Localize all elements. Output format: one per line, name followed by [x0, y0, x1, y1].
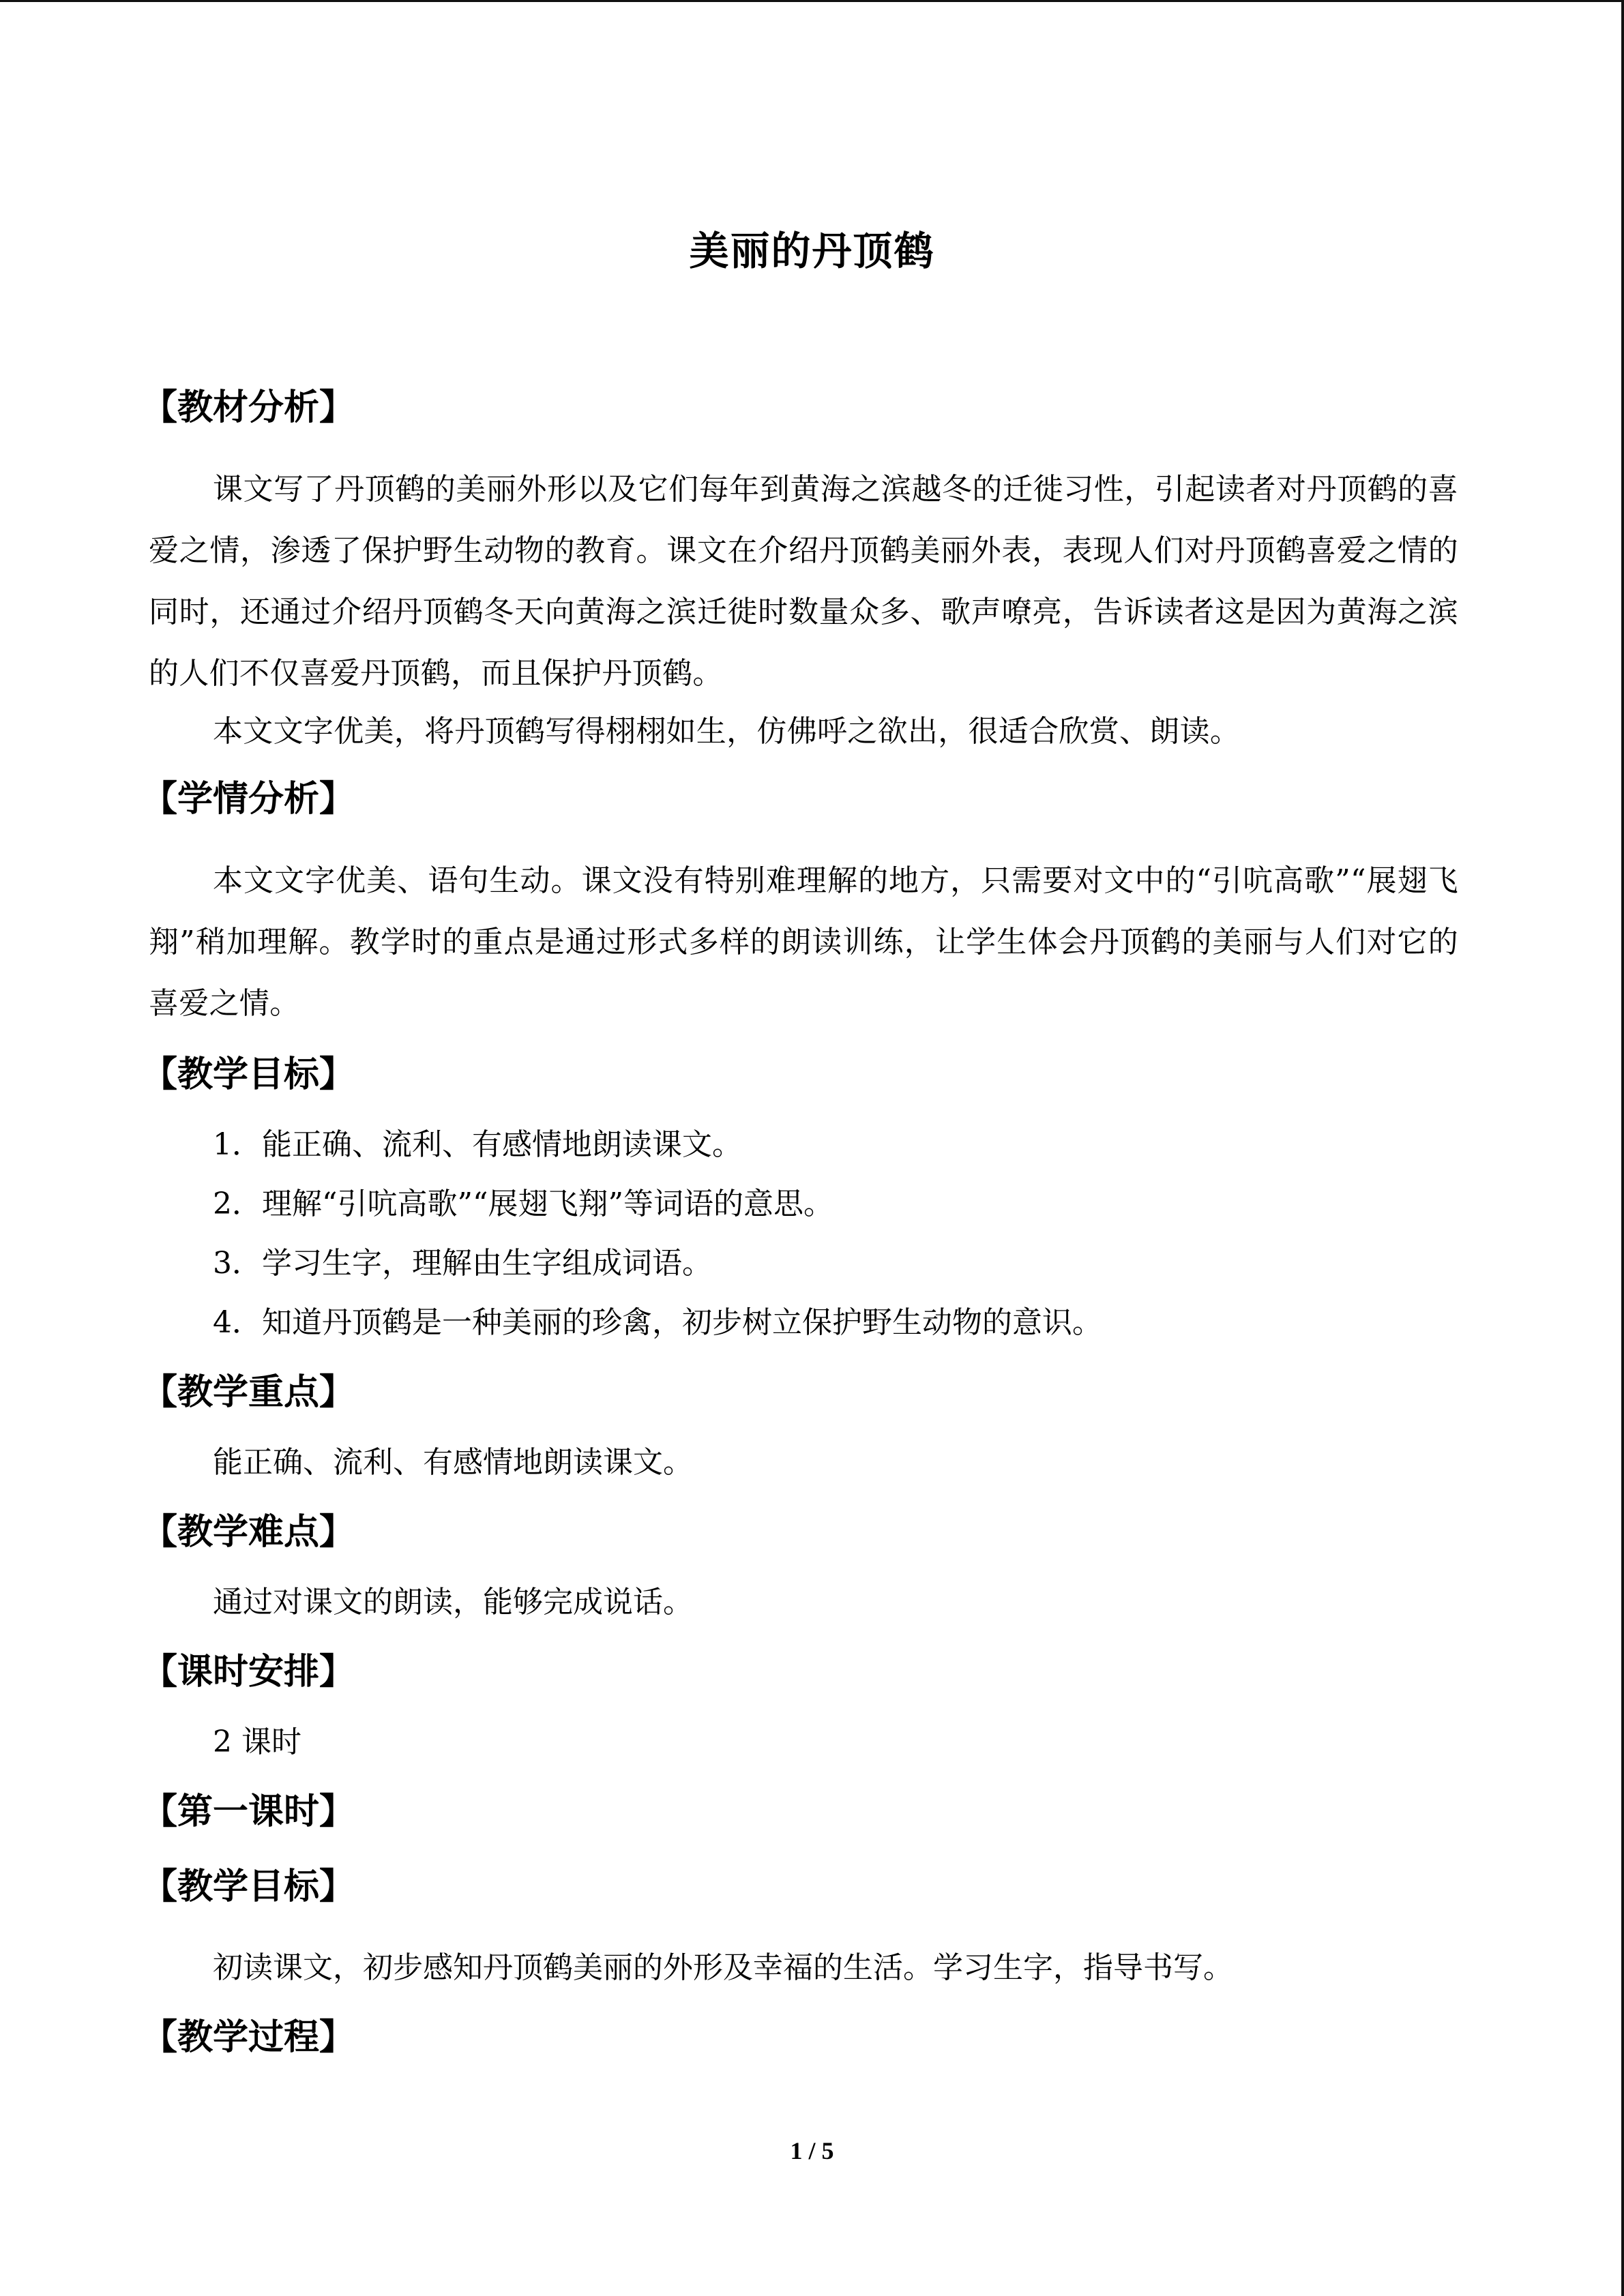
paragraph-material-analysis-1: 课文写了丹顶鹤的美丽外形以及它们每年到黄海之滨越冬的迁徙习性，引起读者对丹顶鹤的喜爱之情，渗透了保护野生动物的教育。课文在介绍丹顶鹤美丽外表，表现人们对丹顶鹤喜爱之情的同时，还通过介绍丹顶鹤冬天向黄海之滨迁徙时数量众多、歌声嘹亮，告诉读者这是因为黄海之滨的人们不仅喜爱丹顶鹤，而且保护丹顶鹤。 [149, 472, 1458, 691]
schedule-text: 2 课时 [213, 1725, 301, 1759]
objective-item-3: 3．学习生字，理解由生字组成词语。 [213, 1246, 712, 1281]
heading-teaching-process: 【教学过程】 [142, 2017, 355, 2058]
heading-difficulties: 【教学难点】 [142, 1512, 355, 1553]
heading-material-analysis: 【教材分析】 [142, 387, 355, 428]
objective-item-1: 1．能正确、流利、有感情地朗读课文。 [213, 1127, 742, 1162]
heading-first-lesson: 【第一课时】 [142, 1791, 355, 1832]
heading-first-lesson-objectives: 【教学目标】 [142, 1866, 355, 1907]
document-body [142, 384, 1458, 2061]
heading-teaching-objectives: 【教学目标】 [142, 1054, 355, 1095]
heading-schedule: 【课时安排】 [142, 1652, 355, 1693]
paragraph-material-analysis-2: 本文文字优美，将丹顶鹤写得栩栩如生，仿佛呼之欲出，很适合欣赏、朗读。 [213, 714, 1241, 749]
page-number: 1 / 5 [790, 2137, 834, 2164]
heading-student-analysis: 【学情分析】 [142, 779, 355, 820]
paragraph-student-analysis: 本文文字优美、语句生动。课文没有特别难理解的地方，只需要对文中的“引吭高歌”“展翅飞翔”稍加理解。教学时的重点是通过形式多样的朗读训练，让学生体会丹顶鹤的美丽与人们对它的喜爱之情。 [149, 863, 1458, 1021]
difficulties-text: 通过对课文的朗读，能够完成说话。 [213, 1585, 693, 1620]
heading-key-points: 【教学重点】 [142, 1372, 355, 1413]
objective-item-2: 2．理解“引吭高歌”“展翅飞翔”等词语的意思。 [213, 1187, 833, 1221]
key-points-text: 能正确、流利、有感情地朗读课文。 [213, 1445, 693, 1480]
objective-item-4: 4．知道丹顶鹤是一种美丽的珍禽，初步树立保护野生动物的意识。 [213, 1305, 1102, 1340]
first-lesson-objectives-text: 初读课文，初步感知丹顶鹤美丽的外形及幸福的生活。学习生字，指导书写。 [213, 1950, 1233, 1985]
page-title: 美丽的丹顶鹤 [689, 228, 935, 274]
